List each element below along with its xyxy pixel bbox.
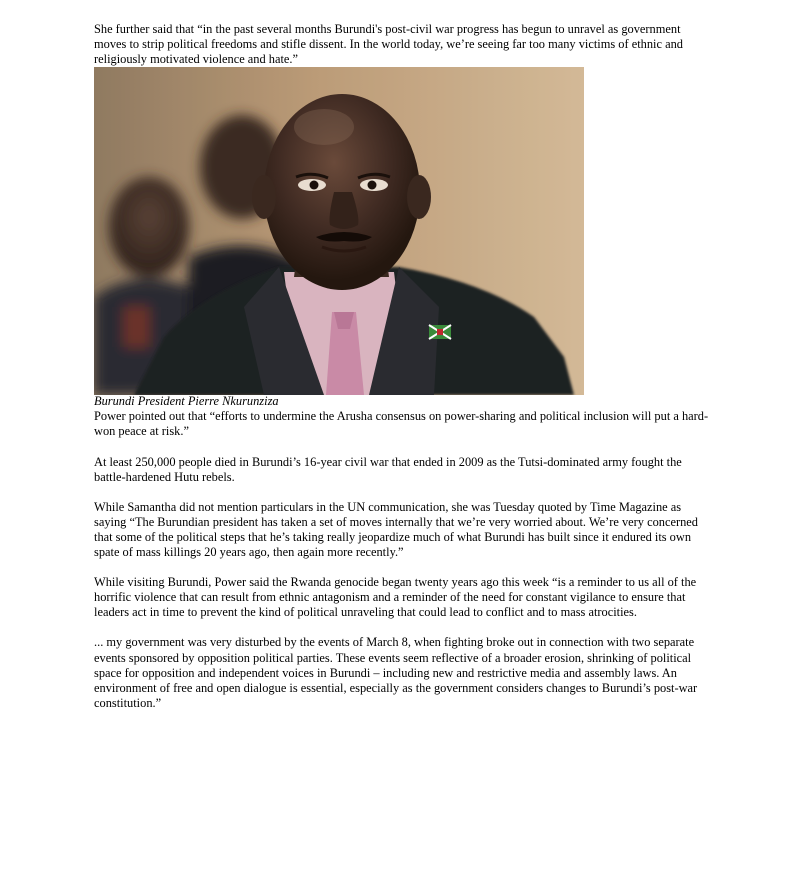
- paragraph-march-8-events: ... my government was very disturbed by the events of March 8, when fighting broke out in connection with two separate events sponsored by opposition political parties. These events seem reflective of a broader erosion, shrinking of political space for opposition and independent voices in Burundi – including new and restrictive media and assembly laws. An environment of free and open dialogue is essential, especially as the government considers changes to Burundi’s post-war constitution.”: [94, 635, 698, 710]
- paragraph-civil-war: At least 250,000 people died in Burundi’s 16-year civil war that ended in 2009 as the Tutsi-dominated army fought the battle-hardened Hutu rebels.: [94, 454, 682, 484]
- president-photo: [94, 67, 584, 395]
- paragraph-intro-quote: She further said that “in the past several months Burundi's post-civil war progress has begun to unravel as government moves to strip political freedoms and stifle dissent. In the world today, we’re seeing far too many victims of ethnic and religiously motivated violence and hate.”: [94, 22, 683, 67]
- document-page: [94, 22, 710, 711]
- paragraph-arusha-consensus: Power pointed out that “efforts to undermine the Arusha consensus on power-sharing and political inclusion will put a hard-won peace at risk.”: [94, 409, 709, 439]
- photo-caption: Burundi President Pierre Nkurunziza: [94, 394, 279, 409]
- paragraph-time-magazine-quote: While Samantha did not mention particulars in the UN communication, she was Tuesday quoted by Time Magazine as saying “The Burundian president has taken a set of moves internally that we’re very worried about. We’re very concerned that some of the political steps that he’s taking really jeopardize much of what Burundi has built since it endured its own spate of mass killings 20 years ago, then again more recently.”: [94, 499, 698, 560]
- paragraph-rwanda-genocide: While visiting Burundi, Power said the Rwanda genocide began twenty years ago this week “is a reminder to us all of the horrific violence that can result from ethnic antagonism and a reminder of the need for constant vigilance to ensure that leaders act in time to prevent the kind of political unraveling that could lead to conflict and to mass atrocities.: [94, 575, 697, 620]
